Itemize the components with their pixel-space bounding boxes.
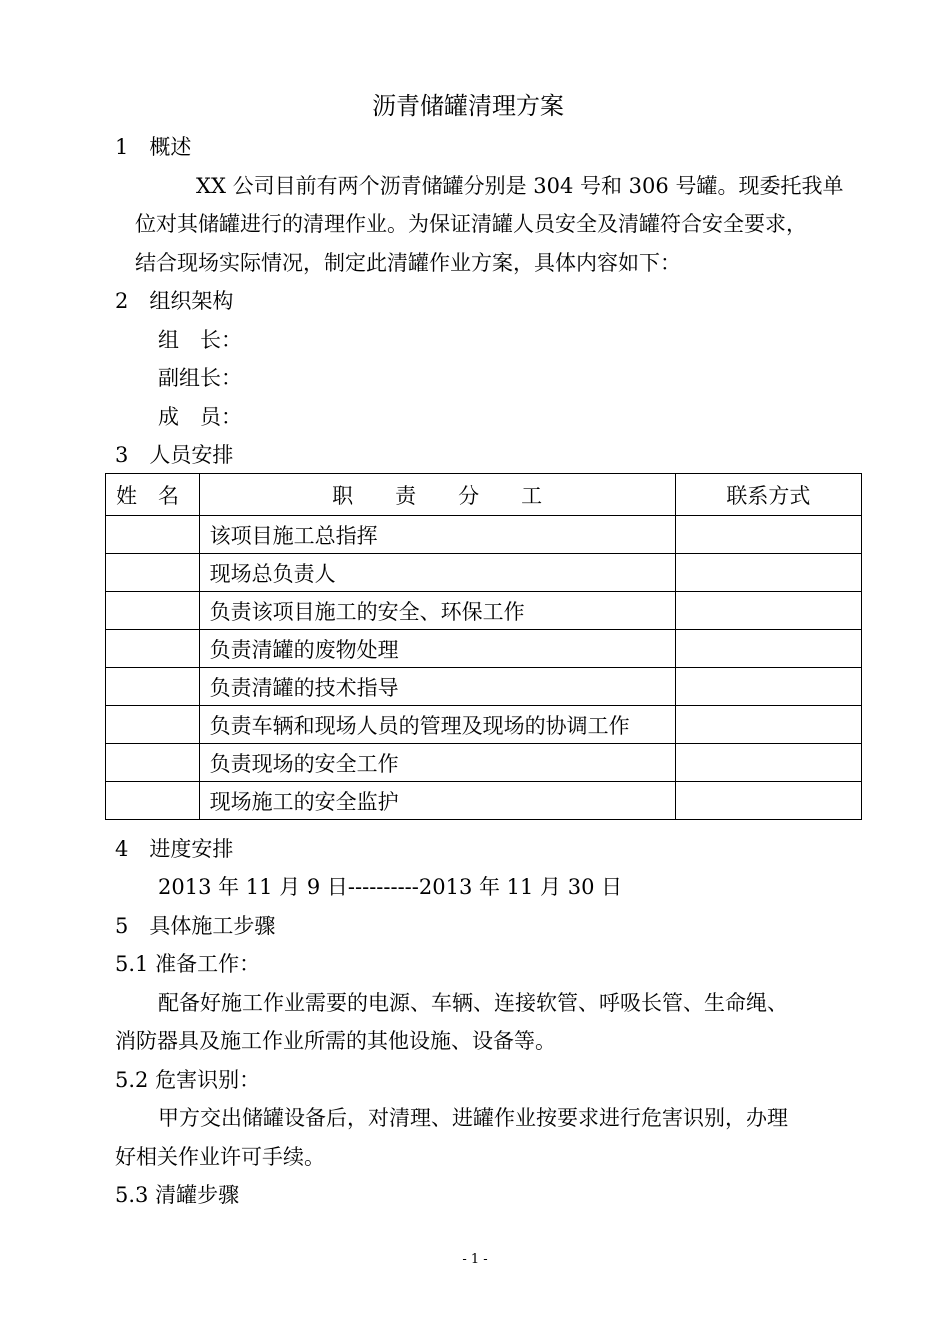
- header-name: 姓 名: [106, 474, 200, 516]
- section-5-1-paragraph-line-1: 配备好施工作业需要的电源、车辆、连接软管、呼吸长管、生命绳、: [158, 991, 788, 1015]
- table-header-row: [106, 474, 862, 516]
- name-cell: [106, 554, 200, 592]
- name-cell: [106, 592, 200, 630]
- name-cell: [106, 782, 200, 820]
- page-number: - 1 -: [462, 1252, 488, 1267]
- section-5-heading: 5 具体施工步骤: [115, 914, 276, 938]
- section-1-paragraph-line-3: 结合现场实际情况，制定此清罐作业方案，具体内容如下：: [135, 251, 681, 275]
- contact-cell: [675, 706, 861, 744]
- section-5-2-paragraph-line-1: 甲方交出储罐设备后，对清理、进罐作业按要求进行危害识别，办理: [158, 1106, 788, 1130]
- section-1-paragraph-line-1: XX 公司目前有两个沥青储罐分别是 304 号和 306 号罐。现委托我单: [196, 174, 844, 198]
- section-5-1-paragraph-line-2: 消防器具及施工作业所需的其他设施、设备等。: [115, 1029, 556, 1053]
- contact-cell: [675, 630, 861, 668]
- section-5-2-paragraph-line-2: 好相关作业许可手续。: [115, 1145, 325, 1169]
- staff-table: [105, 473, 862, 820]
- header-duty: 职 责 分 工: [199, 474, 675, 516]
- section-5-2-heading: 5.2 危害识别：: [115, 1068, 261, 1092]
- duty-cell: 现场总负责人: [199, 554, 675, 592]
- table-row: [106, 592, 862, 630]
- contact-cell: [675, 592, 861, 630]
- table-row: [106, 744, 862, 782]
- section-5-1-heading: 5.1 准备工作：: [115, 952, 261, 976]
- name-cell: [106, 668, 200, 706]
- duty-cell: 负责现场的安全工作: [199, 744, 675, 782]
- org-members-label: 成 员：: [158, 405, 242, 429]
- duty-cell: 现场施工的安全监护: [199, 782, 675, 820]
- document-title: 沥青储罐清理方案: [372, 92, 564, 120]
- section-4-heading: 4 进度安排: [115, 837, 234, 861]
- table-row: [106, 706, 862, 744]
- table-row: [106, 782, 862, 820]
- org-leader-label: 组 长：: [158, 328, 242, 352]
- table-row: [106, 516, 862, 554]
- duty-cell: 负责清罐的技术指导: [199, 668, 675, 706]
- table-row: [106, 630, 862, 668]
- name-cell: [106, 516, 200, 554]
- contact-cell: [675, 554, 861, 592]
- duty-cell: 该项目施工总指挥: [199, 516, 675, 554]
- contact-cell: [675, 668, 861, 706]
- duty-cell: 负责清罐的废物处理: [199, 630, 675, 668]
- table-row: [106, 668, 862, 706]
- contact-cell: [675, 744, 861, 782]
- duty-cell: 负责该项目施工的安全、环保工作: [199, 592, 675, 630]
- header-contact: 联系方式: [675, 474, 861, 516]
- duty-cell: 负责车辆和现场人员的管理及现场的协调工作: [199, 706, 675, 744]
- section-1-heading: 1 概述: [115, 135, 192, 159]
- section-2-heading: 2 组织架构: [115, 289, 234, 313]
- section-1-paragraph-line-2: 位对其储罐进行的清理作业。为保证清罐人员安全及清罐符合安全要求，: [135, 212, 807, 236]
- schedule-range: 2013 年 11 月 9 日----------2013 年 11 月 30 日: [158, 875, 623, 899]
- name-cell: [106, 630, 200, 668]
- contact-cell: [675, 782, 861, 820]
- table-row: [106, 554, 862, 592]
- org-deputy-label: 副组长：: [158, 366, 242, 390]
- contact-cell: [675, 516, 861, 554]
- name-cell: [106, 744, 200, 782]
- name-cell: [106, 706, 200, 744]
- section-5-3-heading: 5.3 清罐步骤: [115, 1183, 240, 1207]
- section-3-heading: 3 人员安排: [115, 443, 234, 467]
